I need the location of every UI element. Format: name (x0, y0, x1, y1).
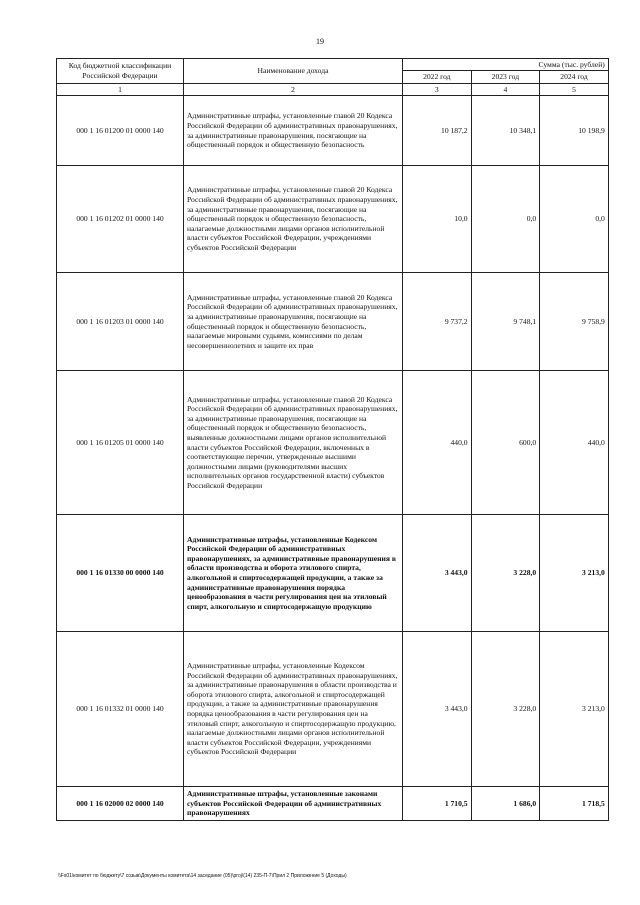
name-cell: Административные штрафы, установленные Кодексом Российской Федерации об административных правонарушениях, за административные правонарушения в области производства и оборота этилового спирта, алкогольной и спиртосодержащей продукции, а также за административные правонарушения порядка ценообразования в части регулирования цен на этиловый спирт, алкогольную и спиртосодержащую продукцию (184, 515, 403, 632)
value-2022: 3 443,0 (403, 632, 472, 787)
value-2023: 1 686,0 (471, 787, 540, 821)
value-2023: 10 348,1 (471, 96, 540, 166)
value-2022: 1 710,5 (403, 787, 472, 821)
header-year-2024: 2024 год (540, 71, 609, 84)
name-cell: Административные штрафы, установленные Кодексом Российской Федерации об административных правонарушениях, за административные правонарушения в области производства и оборота этилового спирта, алкогольной и спиртосодержащей продукции, а также за административные правонарушения порядка ценообразования в части регулирования цен на этиловый спирт, алкогольную и спиртосодержащую продукцию, налагаемые должностными лицами органов исполнительной власти субъектов Российской Федерации, учреждениями субъектов Российской Федерации (184, 632, 403, 787)
value-2024: 0,0 (540, 166, 609, 273)
value-2022: 440,0 (403, 371, 472, 515)
index-cell: 3 (403, 84, 472, 96)
name-cell: Административные штрафы, установленные главой 20 Кодекса Российской Федерации об административных правонарушениях, за административные правонарушения, посягающие на общественный порядок и общественную безопасность, налагаемые мировыми судьями, комиссиями по делам несовершеннолетних и защите их прав (184, 273, 403, 371)
code-cell: 000 1 16 01330 00 0000 140 (57, 515, 184, 632)
header-year-2023: 2023 год (471, 71, 540, 84)
value-2024: 3 213,0 (540, 515, 609, 632)
code-cell: 000 1 16 02000 02 0000 140 (57, 787, 184, 821)
code-cell: 000 1 16 01203 01 0000 140 (57, 273, 184, 371)
code-cell: 000 1 16 01200 01 0000 140 (57, 96, 184, 166)
name-cell: Административные штрафы, установленные законами субъектов Российской Федерации об административных правонарушениях (184, 787, 403, 821)
value-2024: 440,0 (540, 371, 609, 515)
value-2022: 9 737,2 (403, 273, 472, 371)
value-2023: 9 748,1 (471, 273, 540, 371)
header-code: Код бюджетной классификации Российской Федерации (57, 59, 184, 84)
table-row (57, 96, 609, 166)
table-row (57, 371, 609, 515)
index-cell: 1 (57, 84, 184, 96)
page-number: 19 (316, 37, 324, 46)
table-row (57, 273, 609, 371)
value-2023: 600,0 (471, 371, 540, 515)
name-cell: Административные штрафы, установленные главой 20 Кодекса Российской Федерации об административных правонарушениях, за административные правонарушения, посягающие на общественный порядок и общественную безопасность, налагаемые должностными лицами органов исполнительной власти субъектов Российской Федерации, учреждениями субъектов Российской Федерации (184, 166, 403, 273)
value-2024: 1 718,5 (540, 787, 609, 821)
value-2022: 10,0 (403, 166, 472, 273)
index-cell: 4 (471, 84, 540, 96)
value-2022: 3 443,0 (403, 515, 472, 632)
file-path-footer: \\Fs01\комитет по бюджету\7 созыв\Документы комитета\14 заседание (05)\proj\(14) 235-П-7\Прил 2 Приложение 5 (Доходы) (58, 873, 347, 879)
header-sum: Сумма (тыс. рублей) (403, 59, 609, 71)
budget-table (56, 58, 609, 821)
value-2024: 10 198,9 (540, 96, 609, 166)
code-cell: 000 1 16 01202 01 0000 140 (57, 166, 184, 273)
header-year-2022: 2022 год (403, 71, 472, 84)
value-2022: 10 187,2 (403, 96, 472, 166)
value-2023: 0,0 (471, 166, 540, 273)
table-row (57, 632, 609, 787)
header-name: Наименование дохода (184, 59, 403, 84)
index-cell: 2 (184, 84, 403, 96)
code-cell: 000 1 16 01205 01 0000 140 (57, 371, 184, 515)
value-2024: 9 758,9 (540, 273, 609, 371)
index-cell: 5 (540, 84, 609, 96)
code-cell: 000 1 16 01332 01 0000 140 (57, 632, 184, 787)
table-row (57, 787, 609, 821)
value-2023: 3 228,0 (471, 632, 540, 787)
table-row (57, 515, 609, 632)
value-2024: 3 213,0 (540, 632, 609, 787)
name-cell: Административные штрафы, установленные главой 20 Кодекса Российской Федерации об административных правонарушениях, за административные правонарушения, посягающие на общественный порядок и общественную безопасность (184, 96, 403, 166)
table-row (57, 166, 609, 273)
name-cell: Административные штрафы, установленные главой 20 Кодекса Российской Федерации об административных правонарушениях, за административные правонарушения, посягающие на общественный порядок и общественную безопасность, выявленные должностными лицами органов исполнительной власти субъектов Российской Федерации, включенных в соответствующие перечни, утвержденные высшими должностными лицами (руководителями высших исполнительных органов государственной власти) субъектов Российской Федерации (184, 371, 403, 515)
value-2023: 3 228,0 (471, 515, 540, 632)
